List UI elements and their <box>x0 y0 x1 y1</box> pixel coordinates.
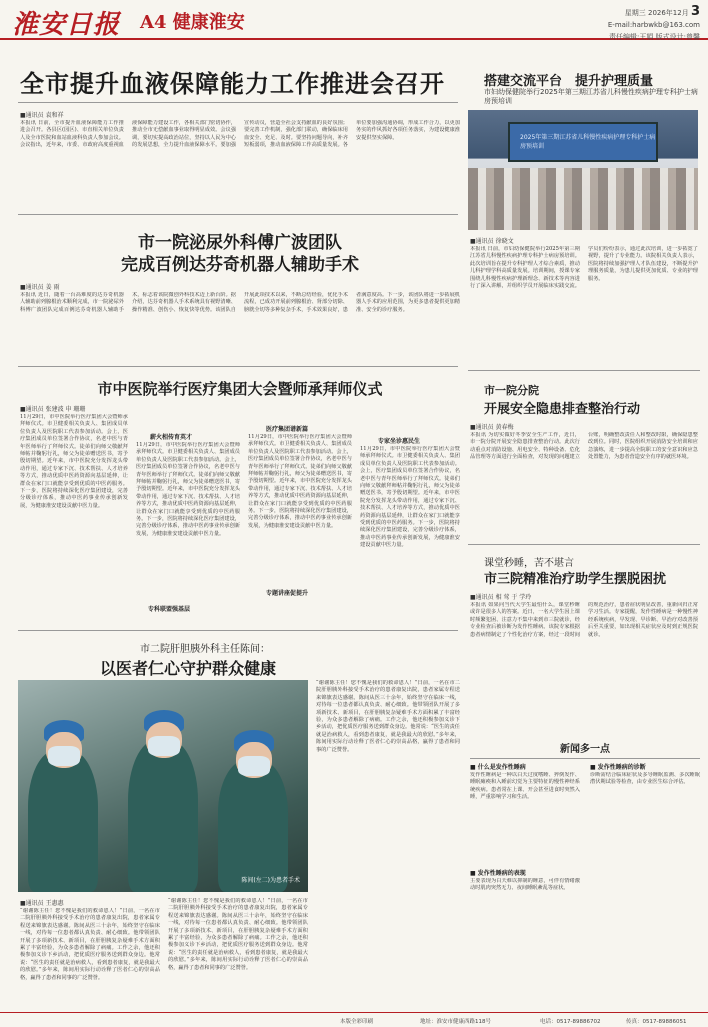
hazard-headline-line2: 开展安全隐患排查整治行动 <box>484 402 641 417</box>
issue-date: 星期三 2026年12月 <box>624 9 689 17</box>
lead-body: 本报讯 日前，全市提升血液保障能力工作推进会召开。各县区(园区)、市直相关单位负责人及全市医院和血站血液科负责人参加会议。会议指出，近年来，市委、市政府高度重视血液保障能力建设工作，各相关部门密切协作，推动全市无偿献血事业取得明显成效。会议强调，要切实提高政治站位，坚持以人民为中心的发展思想，全力提升血液保障水平。要加强宣传动员，营造全社会支持献血的良好氛围；要完善工作机制，强化部门联动，确保临床用血安全、充足、及时。要坚持问题导向，补齐短板弱项，推动血液保障工作高质量发展。各单位要加强沟通协调，形成工作合力，以更加务实的作风抓好各项任务落实，为建设健康淮安提供坚实保障。 <box>20 120 460 149</box>
medgroup-headline: 市中医院举行医疗集团大会暨师承拜师仪式 <box>97 380 383 398</box>
footer-print-note: 本版全彩印刷 <box>340 1019 374 1025</box>
surgeon-figure <box>128 740 198 892</box>
medgroup-byline: ■通讯员 张建波 申 珊珊 <box>20 406 86 413</box>
footer-address: 地址：淮安市健康西路118号 <box>420 1019 491 1025</box>
photo-caption: 陈间(左二)为患者手术 <box>241 877 300 884</box>
news-h3: ■ 发作性睡病的诊断 <box>590 764 646 771</box>
news-h1: ■ 什么是发作性睡病 <box>470 764 526 771</box>
hepato-col2: “谢谢陈主任！您不愧是我们的救命恩人！”日前，一名在市二院肝胆胰外科接受手术治疗的患者康复出院，患者家属专程送来锦旗表达感谢。陈间从医三十余年，始终坚守在临床一线，对待每一位患者都认真负责、耐心细致。他带领团队开展了多项新技术、新项目，在肝胆胰复杂疑难手术方面积累了丰富经验，为众多患者解除了病痛。工作之余，他还积极参加义诊下乡活动，把优质医疗服务送到群众身边。他常说：“医生的责任就是治病救人，看到患者康复，就是我最大的欣慰。”多年来，陈间用实际行动诠释了医者仁心的崇高品格，赢得了患者和同事的广泛赞誉。 <box>168 898 308 971</box>
divider <box>468 544 700 545</box>
footer-fax: 传真：0517-89886051 <box>626 1019 687 1025</box>
medgroup-sub5: 专题讲座促提升 <box>266 590 309 597</box>
news-more-box <box>470 740 700 1000</box>
robot-body: 本报讯 近日，随着一台高难度的达芬奇机器人辅助前列腺根治术顺利完成，市一院泌尿外科傅广波团队完成百例达芬奇机器人辅助手术，标志着该院微创外科技术迈上新台阶。据介绍，达芬奇机器人手术系统具有视野清晰、操作精准、创伤小、恢复快等优势。该团队自开展此项技术以来，不断总结经验，优化手术流程，已成功开展前列腺根治、肾部分切除、膀胱全切等多种复杂手术，手术效果良好，患者满意度高。下一步，该团队将进一步拓展机器人手术的应用范围，为更多患者提供更加精准、安全的诊疗服务。 <box>20 292 460 313</box>
contact-email: E-mail:harbwkb@163.com <box>607 21 700 29</box>
robot-headline-line2: 完成百例达芬奇机器人辅助手术 <box>121 255 359 275</box>
section-title: A4 健康淮安 <box>140 12 245 33</box>
divider <box>18 366 458 367</box>
medgroup-sub3: 专家坐诊惠民生 <box>378 438 421 445</box>
rehab-headline-line2: 市三院精准治疗助学生摆脱困扰 <box>484 572 667 587</box>
projection-screen <box>508 122 658 162</box>
hazard-byline: ■通讯员 黄春梅 <box>470 424 514 431</box>
screen-text: 2025年第三期江苏省儿科慢性疾病护理专科护士病房预培训 <box>520 134 656 150</box>
medgroup-sub1: 薪火相传育英才 <box>150 434 193 441</box>
news-b3: 诊断需结合临床症状及多导睡眠监测、多次睡眠潜伏期试验等检查，由专业医生综合评估。 <box>590 772 700 786</box>
news-b2: 主要表现为白天难以抑制的睡意，可伴有情绪激动时肌肉突然无力、夜间睡眠紊乱等症状。 <box>470 878 580 892</box>
robot-headline-line1: 市一院泌尿外科傅广波团队 <box>138 233 342 253</box>
hepato-headline-line1: 市二院肝胆胰外科主任陈间： <box>140 644 270 655</box>
masthead-meta <box>608 6 700 43</box>
rehab-body: 本报讯 如果问当代大学生最怕什么，课堂秒睡或许是很多人的答案。近日，一名大学生因上课时频繁犯困、注意力不集中来到市三院就诊，经专业检查后被诊断为发作性睡病。该院专家根据患者病情制定了个性化治疗方案，经过一段时间的规范治疗，患者症状明显改善，重新回归正常学习生活。专家提醒，发作性睡病是一种慢性神经系统疾病，早发现、早诊断、早治疗对改善预后至关重要，如出现相关症状应及时到正规医院就诊。 <box>470 602 698 638</box>
divider <box>468 370 700 371</box>
masthead <box>0 0 708 40</box>
robot-byline: ■通讯员 姜 雨 <box>20 284 60 291</box>
medgroup-sub4: 专科联盟强基层 <box>148 606 191 613</box>
divider <box>18 630 458 631</box>
hazard-body: 本报讯 为切实做好冬季安全生产工作，近日，市一院分院开展安全隐患排查整治行动。此次行动重点对消防设施、用电安全、特种设备、危化品管理等方面进行全面检查，对发现的问题建立台账，明确整改责任人和整改时限，确保隐患整改到位。同时，医院组织开展消防安全培训和应急演练，进一步提高全院职工的安全意识和应急处置能力，为患者营造安全有序的就医环境。 <box>470 432 698 461</box>
hepato-headline-line2: 以医者仁心守护群众健康 <box>100 659 277 678</box>
training-byline: ■通讯员 徐晓文 <box>470 238 514 245</box>
page-footer <box>0 1012 708 1027</box>
lead-headline: 全市提升血液保障能力工作推进会召开 <box>20 70 445 98</box>
hepato-body: “谢谢陈主任！您不愧是我们的救命恩人！”日前，一名在市二院肝胆胰外科接受手术治疗的患者康复出院，患者家属专程送来锦旗表达感谢。陈间从医三十余年，始终坚守在临床一线，对待每一位患者都认真负责、耐心细致。他带领团队开展了多项新技术、新项目，在肝胆胰复杂疑难手术方面积累了丰富经验，为众多患者解除了病痛。工作之余，他还积极参加义诊下乡活动，把优质医疗服务送到群众身边。他常说：“医生的责任就是治病救人，看到患者康复，就是我最大的欣慰。”多年来，陈间用实际行动诠释了医者仁心的崇高品格，赢得了患者和同事的广泛赞誉。 <box>20 908 160 981</box>
news-box-title: 新闻多一点 <box>470 740 700 759</box>
training-headline: 搭建交流平台 提升护理质量 <box>484 74 654 89</box>
medgroup-col2: 11月29日，市中医院举行医疗集团大会暨师承拜师仪式。市卫健委相关负责人、集团成员单位负责人及医院职工代表参加活动。会上，医疗集团成员单位签署合作协议，名老中医与青年医师举行了拜师仪式。徒弟们向师父敬献拜师帖并鞠躬行礼，师父为徒弟赠送医书，寄予殷切期望。近年来，市中医院充分发挥龙头带动作用，通过专家下沉、技术帮扶、人才培养等方式，推动优质中医药资源向基层延伸，让群众在家门口就能享受到优质的中医药服务。下一步，医院将持续深化医疗集团建设，完善分级诊疗体系，推动中医药事业传承创新发展，为健康淮安建设贡献中医力量。 <box>136 442 240 537</box>
training-photo <box>468 110 698 230</box>
news-b1: 发作性睡病是一种以白天过度嗜睡、猝倒发作、睡眠瘫痪和入睡前幻觉为主要特征的慢性神经系统疾病。患者常在上课、开会甚至进食时突然入睡，严重影响学习和生活。 <box>470 772 580 801</box>
hepato-byline: ■通讯员 王惠惠 <box>20 900 64 907</box>
training-subhead: 市妇幼保健院举行2025年第三期江苏省儿科慢性疾病护理专科护士病房预培训 <box>484 88 698 105</box>
hazard-headline-line1: 市一院分院 <box>484 384 539 397</box>
page-number: 3 <box>690 4 700 19</box>
rehab-headline-line1: 课堂秒睡，苦不堪言 <box>484 558 574 569</box>
hepato-col3: “谢谢陈主任！您不愧是我们的救命恩人！”日前，一名在市二院肝胆胰外科接受手术治疗的患者康复出院，患者家属专程送来锦旗表达感谢。陈间从医三十余年，始终坚守在临床一线，对待每一位患者都认真负责、耐心细致。他带领团队开展了多项新技术、新项目，在肝胆胰复杂疑难手术方面积累了丰富经验，为众多患者解除了病痛。工作之余，他还积极参加义诊下乡活动，把优质医疗服务送到群众身边。他常说：“医生的责任就是治病救人，看到患者康复，就是我最大的欣慰。”多年来，陈间用实际行动诠释了医者仁心的崇高品格，赢得了患者和同事的广泛赞誉。 <box>316 680 460 753</box>
surgical-mask <box>238 756 270 776</box>
divider <box>18 102 458 103</box>
medgroup-col4: 11月29日，市中医院举行医疗集团大会暨师承拜师仪式。市卫健委相关负责人、集团成员单位负责人及医院职工代表参加活动。会上，医疗集团成员单位签署合作协议，名老中医与青年医师举行了拜师仪式。徒弟们向师父敬献拜师帖并鞠躬行礼，师父为徒弟赠送医书，寄予殷切期望。近年来，市中医院充分发挥龙头带动作用，通过专家下沉、技术帮扶、人才培养等方式，推动优质中医药资源向基层延伸，让群众在家门口就能享受到优质的中医药服务。下一步，医院将持续深化医疗集团建设，完善分级诊疗体系，推动中医药事业传承创新发展，为健康淮安建设贡献中医力量。 <box>360 446 460 549</box>
newspaper-logo: 淮安日报 <box>12 10 121 40</box>
news-h2: ■ 发作性睡病的表现 <box>470 870 526 877</box>
rehab-byline: ■通讯员 相 莺 于 学玲 <box>470 594 532 601</box>
footer-phone: 电话：0517-89886702 <box>540 1019 601 1025</box>
training-body: 本报讯 日前，市妇幼保健院举行2025年第三期江苏省儿科慢性疾病护理专科护士病房预培训。此次培训旨在提升专科护理人才综合素质，推动儿科护理学科高质量发展。培训期间，授课专家围绕儿科慢性疾病护理新理念、新技术等内容进行了深入讲解，并组织学员开展临床实践交流。学员们纷纷表示，通过此次培训，进一步拓宽了视野，提升了专业能力。该院相关负责人表示，医院将持续加强护理人才队伍建设，不断提升护理服务质量，为患儿提供更加优质、专业的护理服务。 <box>470 246 698 290</box>
divider <box>18 214 458 215</box>
lead-byline: ■通讯员 袁和祥 <box>20 112 64 119</box>
surgeon-figure <box>28 750 98 892</box>
audience <box>468 168 698 230</box>
editor-credits: 责任编辑:王娟 版式设计:曾馨 <box>609 33 700 41</box>
surgeon-figure <box>218 760 288 892</box>
medgroup-col3: 11月29日，市中医院举行医疗集团大会暨师承拜师仪式。市卫健委相关负责人、集团成员单位负责人及医院职工代表参加活动。会上，医疗集团成员单位签署合作协议，名老中医与青年医师举行了拜师仪式。徒弟们向师父敬献拜师帖并鞠躬行礼，师父为徒弟赠送医书，寄予殷切期望。近年来，市中医院充分发挥龙头带动作用，通过专家下沉、技术帮扶、人才培养等方式，推动优质中医药资源向基层延伸，让群众在家门口就能享受到优质的中医药服务。下一步，医院将持续深化医疗集团建设，完善分级诊疗体系，推动中医药事业传承创新发展，为健康淮安建设贡献中医力量。 <box>248 434 352 529</box>
surgical-mask <box>48 746 80 766</box>
surgery-photo <box>18 680 308 892</box>
medgroup-sub2: 医疗集团谱新篇 <box>266 426 309 433</box>
medgroup-body: 11月29日，市中医院举行医疗集团大会暨师承拜师仪式。市卫健委相关负责人、集团成员单位负责人及医院职工代表参加活动。会上，医疗集团成员单位签署合作协议，名老中医与青年医师举行了拜师仪式。徒弟们向师父敬献拜师帖并鞠躬行礼，师父为徒弟赠送医书，寄予殷切期望。近年来，市中医院充分发挥龙头带动作用，通过专家下沉、技术帮扶、人才培养等方式，推动优质中医药资源向基层延伸，让群众在家门口就能享受到优质的中医药服务。下一步，医院将持续深化医疗集团建设，完善分级诊疗体系，推动中医药事业传承创新发展，为健康淮安建设贡献中医力量。 <box>20 414 128 509</box>
surgical-mask <box>148 736 180 756</box>
